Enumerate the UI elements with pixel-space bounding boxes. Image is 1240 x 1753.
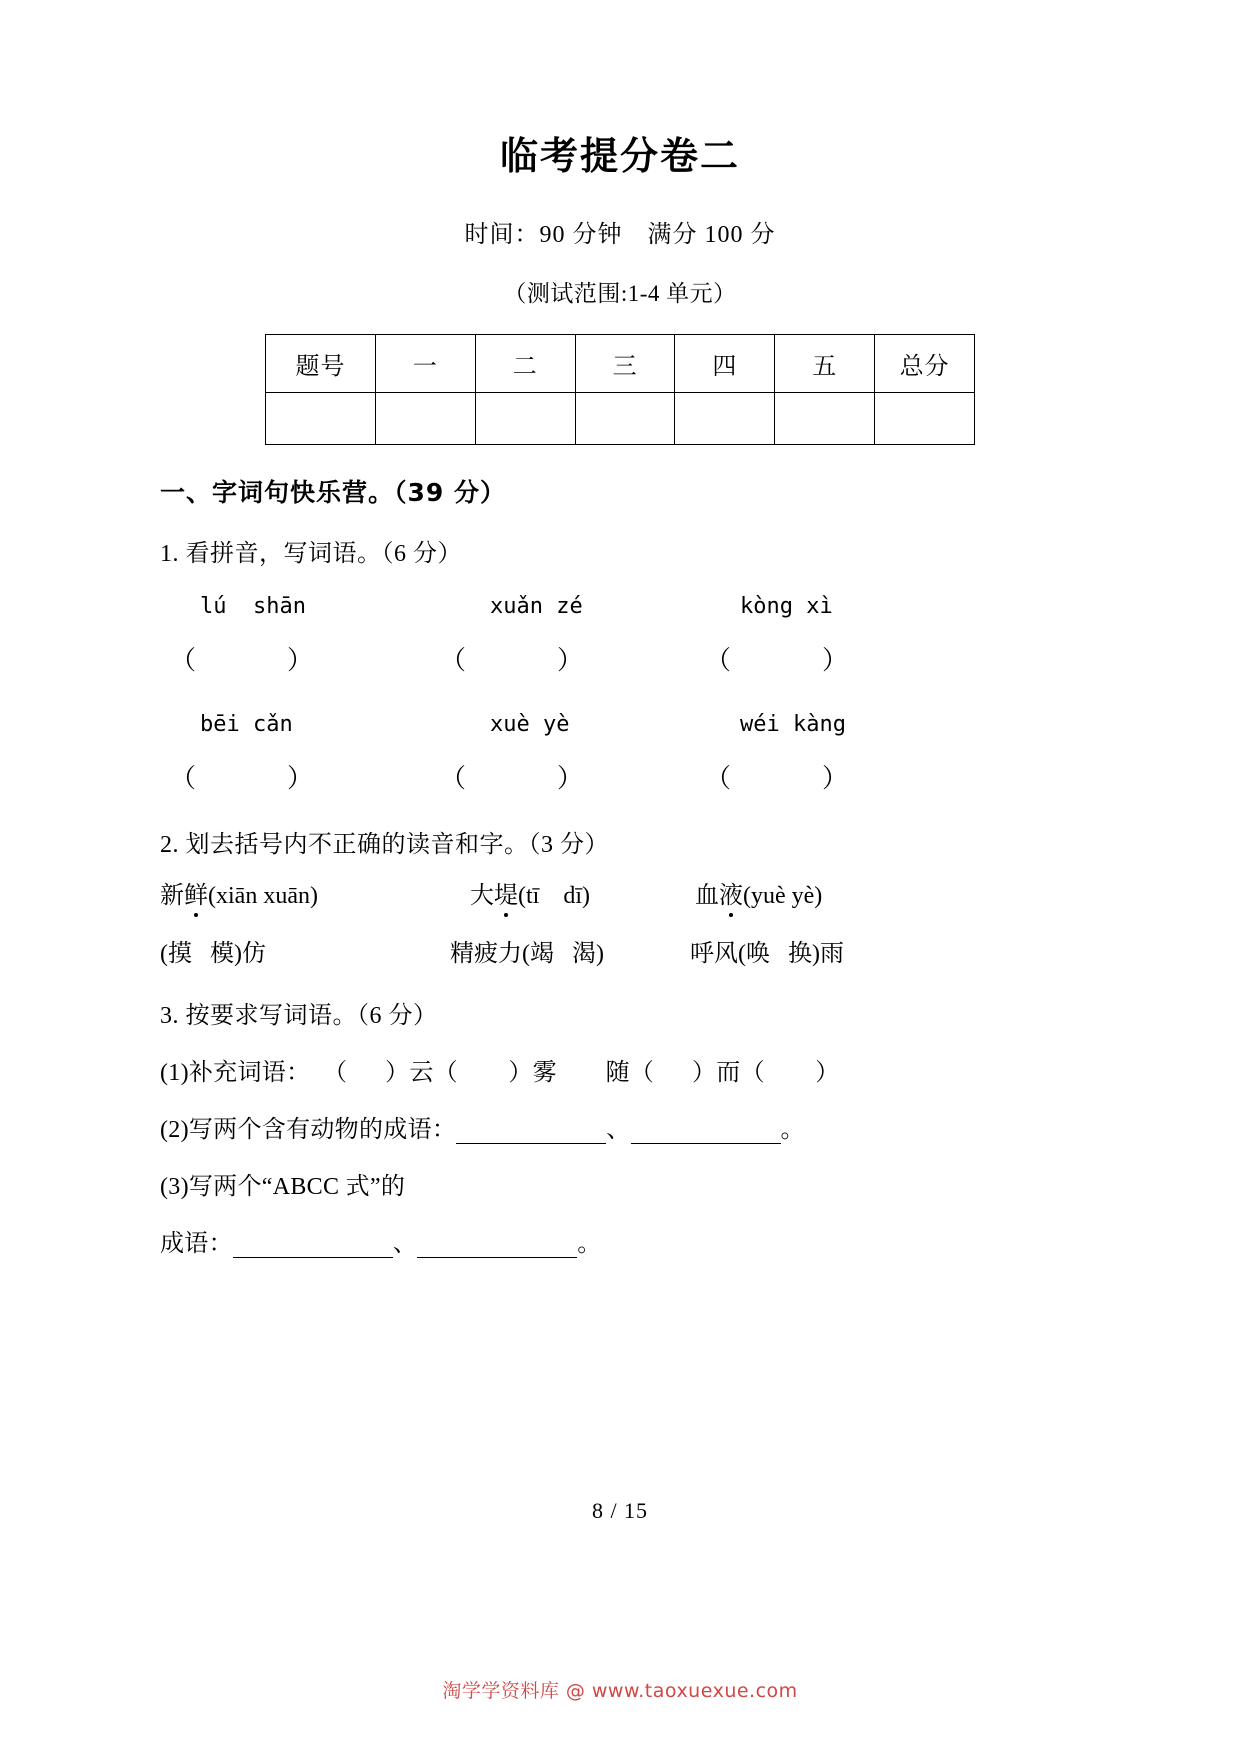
choice-item-2[interactable]	[470, 875, 590, 910]
choice-word-dotted-3: 液	[719, 875, 743, 910]
answer-bracket-2-1[interactable]: （ ）	[170, 763, 314, 793]
answer-blank-1[interactable]	[456, 1122, 606, 1144]
answer-bracket-1-2[interactable]: （ ）	[440, 645, 584, 675]
score-header-cell-3: 三	[575, 334, 675, 392]
answer-bracket-row-1	[160, 624, 1090, 686]
exam-meta-range: （测试范围:1-4 单元）	[503, 280, 737, 306]
answer-bracket-2-3[interactable]: （ ）	[705, 763, 849, 793]
sub-4-separator: 、	[392, 1230, 418, 1257]
score-answer-cell-6[interactable]	[875, 392, 975, 444]
score-header-cell-4: 四	[675, 334, 775, 392]
choice-options-2: (tī dī)	[518, 882, 590, 909]
score-header-cell-0: 题号	[266, 334, 376, 392]
question-3-sub-4	[160, 1201, 1090, 1258]
exam-content	[150, 445, 1090, 1258]
question-3-prompt: 3. 按要求写词语。（6 分）	[160, 1002, 438, 1029]
score-answer-cell-2[interactable]	[475, 392, 575, 444]
table-row-answers	[266, 392, 975, 444]
sub-4-period: 。	[577, 1230, 602, 1257]
score-answer-cell-0[interactable]	[266, 392, 376, 444]
question-3-sub-2-label: (2)写两个含有动物的成语：	[160, 1116, 457, 1143]
page-number: 8 / 15	[591, 1498, 649, 1523]
score-header-cell-5: 五	[775, 334, 875, 392]
answer-blank-4[interactable]	[417, 1236, 577, 1258]
choice-options-1: (xiān xuān)	[208, 882, 318, 909]
question-2-row-1	[160, 859, 1090, 917]
answer-blank-2[interactable]	[631, 1122, 781, 1144]
choice-item-4[interactable]: (摸 模)仿	[160, 940, 266, 967]
pinyin-2-1: bēi cǎn	[200, 711, 293, 737]
score-table	[265, 334, 975, 445]
choice-word-prefix-2: 大	[470, 882, 494, 909]
answer-bracket-1-1[interactable]: （ ）	[170, 645, 314, 675]
score-answer-cell-3[interactable]	[575, 392, 675, 444]
choice-word-prefix-3: 血	[695, 882, 719, 909]
sub-2-separator: 、	[606, 1116, 631, 1143]
choice-item-6[interactable]: 呼风(唤 换)雨	[690, 940, 844, 967]
question-3-sub-1[interactable]: (1)补充词语： （ ）云（ ）雾 随（ ）而（ ）	[160, 1059, 840, 1086]
pinyin-row-1	[160, 568, 1090, 624]
page-title: 临考提分卷二	[499, 134, 740, 178]
score-header-cell-6: 总分	[875, 334, 975, 392]
score-answer-cell-5[interactable]	[775, 392, 875, 444]
pinyin-2-3: wéi kàng	[740, 711, 846, 737]
score-answer-cell-1[interactable]	[376, 392, 476, 444]
choice-word-dotted-1: 鲜	[184, 875, 208, 910]
answer-bracket-2-2[interactable]: （ ）	[440, 763, 584, 793]
watermark: 淘学学资料库 @ www.taoxuexue.com	[442, 1680, 798, 1702]
score-header-cell-2: 二	[475, 334, 575, 392]
choice-item-3[interactable]	[695, 875, 822, 910]
answer-bracket-row-2	[160, 742, 1090, 804]
question-3-sub-4-label: 成语：	[160, 1230, 233, 1257]
sub-2-period: 。	[780, 1116, 805, 1143]
pinyin-row-2	[160, 686, 1090, 742]
pinyin-2-2: xuè yè	[490, 711, 570, 737]
question-1-prompt: 1. 看拼音，写词语。（6 分）	[160, 540, 462, 567]
choice-word-dotted-2: 堤	[494, 875, 518, 910]
table-row-header	[266, 334, 975, 392]
question-3-sub-3: (3)写两个“ABCC 式”的	[160, 1173, 406, 1200]
score-answer-cell-4[interactable]	[675, 392, 775, 444]
pinyin-1-2: xuǎn zé	[490, 593, 583, 619]
exam-meta-time-score: 时间：90 分钟 满分 100 分	[464, 221, 776, 248]
pinyin-1-3: kòng xì	[740, 593, 833, 619]
choice-word-prefix-1: 新	[160, 882, 184, 909]
score-header-cell-1: 一	[376, 334, 476, 392]
question-3-sub-2	[160, 1087, 1090, 1144]
choice-item-1[interactable]	[160, 875, 318, 910]
answer-blank-3[interactable]	[233, 1236, 393, 1258]
answer-bracket-1-3[interactable]: （ ）	[705, 645, 849, 675]
question-2-prompt: 2. 划去括号内不正确的读音和字。（3 分）	[160, 831, 609, 858]
choice-item-5[interactable]: 精疲力(竭 渴)	[450, 940, 604, 967]
question-2-row-2	[160, 917, 1090, 975]
pinyin-1-1: lú shān	[200, 593, 306, 619]
section-heading-1: 一、字词句快乐营。（39 分）	[160, 477, 506, 507]
choice-options-3: (yuè yè)	[743, 882, 823, 909]
score-table-wrapper	[265, 334, 975, 445]
